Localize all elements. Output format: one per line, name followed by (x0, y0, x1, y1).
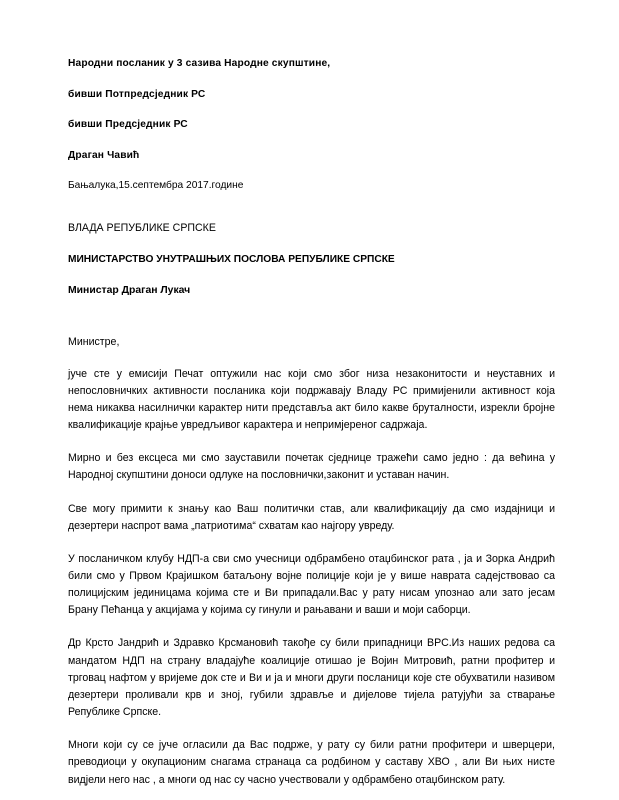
paragraph-4: У посланичком клубу НДП-а сви смо учесници одбрамбено отаџбинског рата , ја и Зорка Андрић били смо у Првом Крајишком батаљону војне полиције који је у више наврата садејствовао са полицијским јединицама којима сте и Ви припадали.Вас у рату нисам упознао али зато јесам Брану Пећанца у акцијама у којима су гинули и рањавани и ваши и моји саборци. (68, 552, 555, 617)
paragraph-5: Др Крсто Јандрић и Здравко Крсмановић такође су били припадници ВРС.Из наших редова са мандатом НДП на страну владајуће коалиције отишао је Војин Митровић, ратни профитер и трговац нафтом у вријеме док сте и Ви и ја и многи други посланици које сте обухватили називом дезертери проливали крв и зној, губили здравље и дијелове тијела ратујући за стварање Републике Српске. (68, 637, 555, 719)
paragraph-3: Све могу примити к знању као Ваш политички став, али квалификацију да смо издајници и дезертери наспрот вама „патриотима“ схватам као најгору увреду. (68, 502, 555, 532)
paragraph-1: јуче сте у емисији Печат оптужили нас који смо због низа незаконитости и неуставних и непословничких активности посланика који подржавају Владу РС примијенили активност која нема никаква насилнички карактер нити представља акт било какве бруталности, изрекли бројне квалификације крајње увредљивог карактера и непримјереног садржаја. (68, 367, 555, 432)
sender-line-2: бивши Потпредсједник РС (68, 89, 206, 101)
addressee-minister: Министар Драган Лукач (68, 285, 191, 297)
salutation: Министре, (68, 335, 120, 348)
addressee-ministry: МИНИСТАРСТВО УНУТРАШЊИХ ПОСЛОВА РЕПУБЛИКЕ СРПСКЕ (68, 253, 395, 265)
sender-line-1: Народни посланик у 3 сазива Народне скупштине, (68, 58, 331, 69)
document-body (68, 58, 555, 789)
sender-line-3: бивши Предсједник РС (68, 119, 188, 131)
paragraph-2: Мирно и без ексцеса ми смо зауставили почетак сједнице тражећи само једно : да већина у Народној скупштини доноси одлуке на пословнички,законит и уставан начин. (68, 452, 555, 482)
sender-name: Драган Чавић (68, 149, 140, 161)
place-and-date: Бањалука,15.септембра 2017.године (68, 179, 244, 191)
paragraph-6: Многи који су се јуче огласили да Вас подрже, у рату су били ратни профитери и шверцери, преводиоци у окупационим снагама странаца са родбином у саставу ХВО , али Ви њих нисте видјели него нас , а многи од нас су часно учествовали у одбрамбено отаџбинском рату. (68, 739, 555, 786)
addressee-government: ВЛАДА РЕПУБЛИКЕ СРПСКЕ (68, 222, 216, 235)
